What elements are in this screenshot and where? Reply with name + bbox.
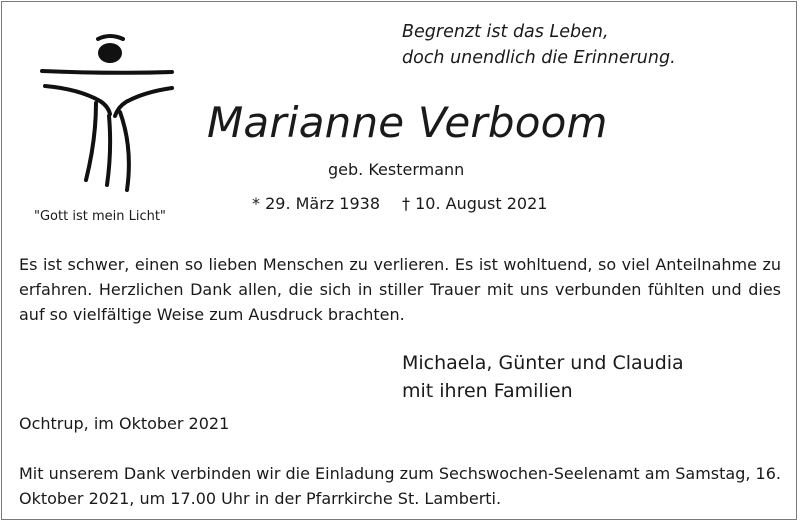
thank-you-message: Es ist schwer, einen so lieben Menschen zu verlieren. Es ist wohltuend, so viel Anteilnahme zu erfahren. Herzlichen Dank allen, die sich in stiller Trauer mit uns verbunden fühlten und dies auf so vielfältige Weise zum Ausdruck brachten.: [19, 255, 781, 324]
place-date: Ochtrup, im Oktober 2021: [19, 414, 230, 433]
stylized-figure-cross-icon: [34, 30, 184, 196]
logo-caption: "Gott ist mein Licht": [34, 209, 166, 224]
signers: [402, 349, 684, 405]
birth-name: geb. Kestermann: [328, 160, 465, 179]
signers-line-1: Michaela, Günter und Claudia: [402, 352, 684, 374]
quote-line-2: doch unendlich die Erinnerung.: [402, 48, 676, 68]
obituary-card: [1, 1, 797, 520]
signers-line-2: mit ihren Familien: [402, 380, 573, 402]
invitation-text: Mit unserem Dank verbinden wir die Einladung zum Sechswochen-Seelenamt am Samstag, 16. Oktober 2021, um 17.00 Uhr in der Pfarrkirche St. Lamberti.: [19, 464, 781, 508]
birth-date: * 29. März 1938: [252, 194, 381, 213]
life-dates: [252, 194, 547, 213]
quote-line-1: Begrenzt ist das Leben,: [402, 22, 609, 42]
deceased-name: Marianne Verboom: [207, 98, 608, 147]
memorial-quote: [402, 19, 676, 71]
death-date: † 10. August 2021: [402, 194, 548, 213]
